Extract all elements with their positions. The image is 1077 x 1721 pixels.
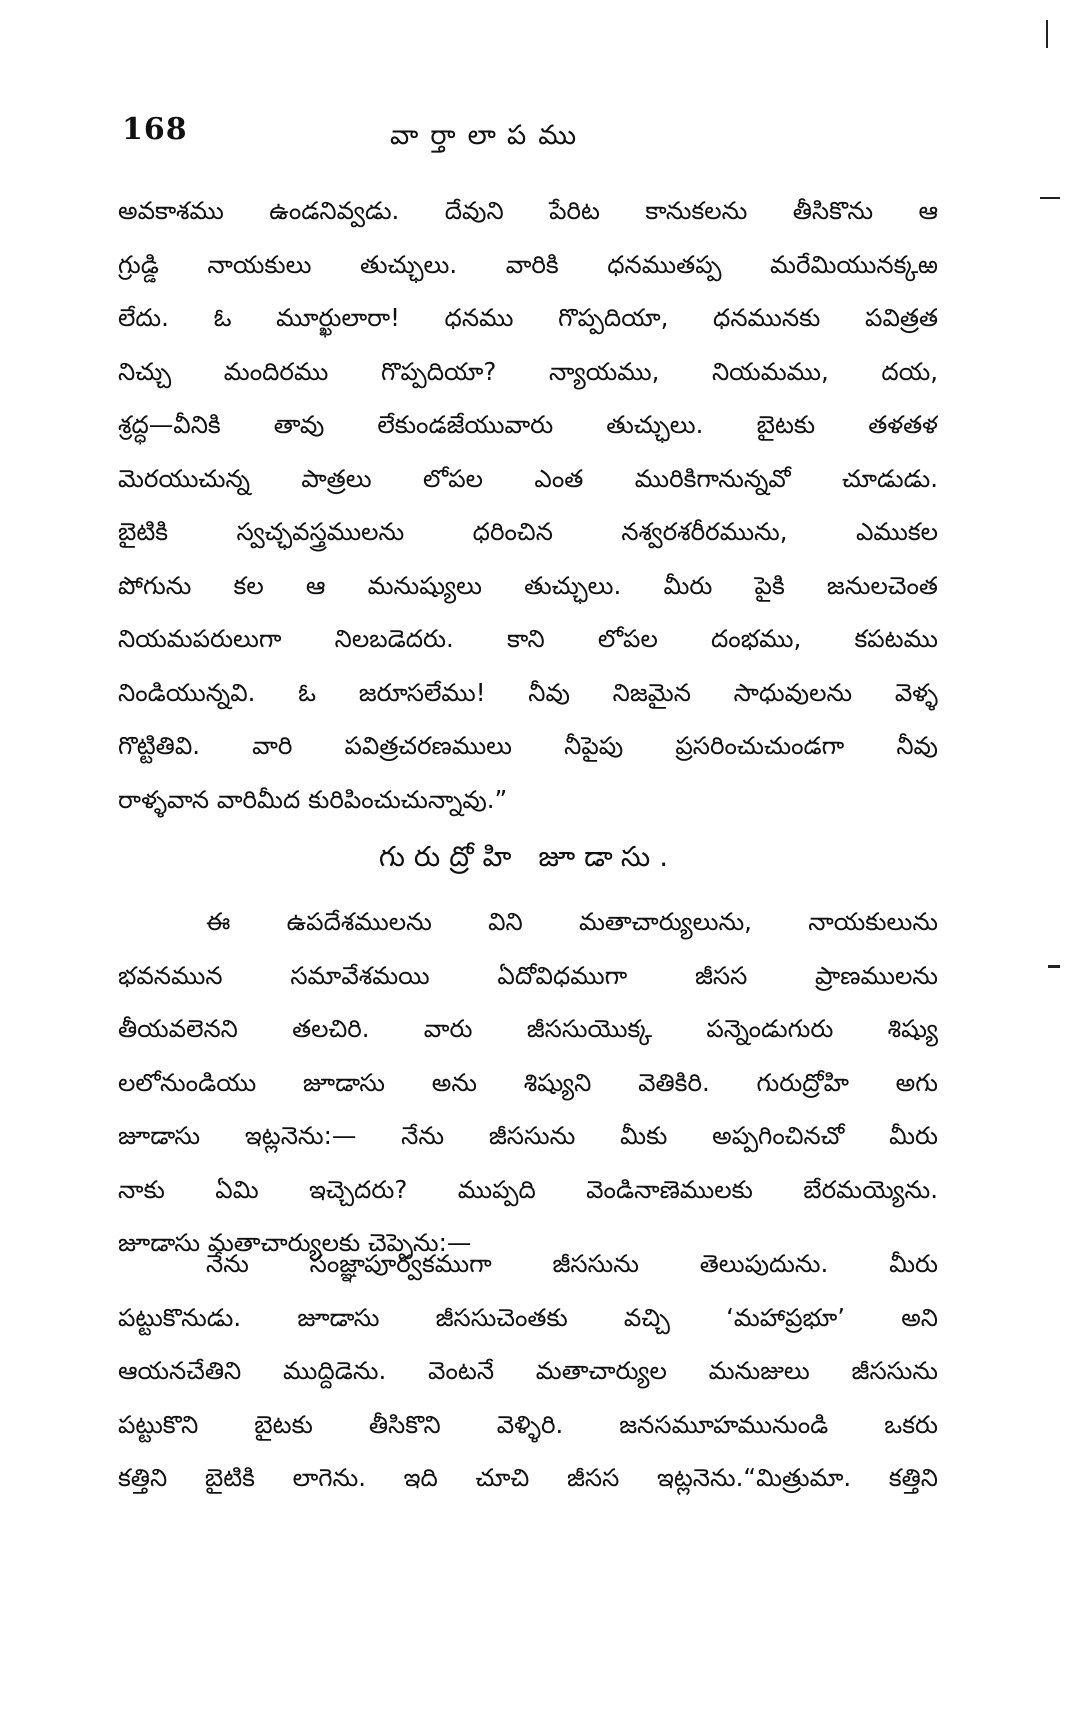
page-header bbox=[122, 112, 942, 162]
section-heading: గురుద్రోహి జూడాసు. bbox=[378, 840, 678, 873]
scan-edge-mark bbox=[1046, 20, 1048, 48]
text-line: బైటికి స్వచ్ఛవస్త్రములను ధరించిన నశ్వరశరీరమును, ఎముకల bbox=[118, 517, 938, 546]
text-line: పట్టుకొని బైటకు తీసికొని వెళ్ళిరి. జనసమూహమునుండి ఒకరు bbox=[118, 1409, 938, 1439]
text-line: శ్రద్ధ—వీనికి తావు లేకుండజేయువారు తుచ్ఛులు. బైటకు తళతళ bbox=[118, 410, 938, 439]
paragraph-1 bbox=[118, 184, 938, 826]
text-line: లేదు. ఓ మూర్ఖులారా! ధనము గొప్పదియా, ధనమునకు పవిత్రత bbox=[118, 303, 938, 332]
text-line: రాళ్ళవాన వారిమీద కురిపించుచున్నావు.” bbox=[118, 784, 508, 814]
text-line: జూడాసు మతాచార్యులకు చెప్పెను:— bbox=[118, 1228, 472, 1257]
page-number: 168 bbox=[122, 112, 188, 147]
scan-margin-mark bbox=[1048, 965, 1060, 968]
text-line: భవనమున సమావేశమయి ఏదోవిధముగా జీసస ప్రాణములను bbox=[118, 960, 938, 990]
text-line: నిండియున్నవి. ఓ జరూసలేము! నీవు నిజమైన సాధువులను వెళ్ళ bbox=[118, 677, 938, 707]
text-line: ఈ ఉపదేశములను విని మతాచార్యులును, నాయకులును bbox=[206, 907, 938, 936]
text-line: పోగును కల ఆ మనుష్యులు తుచ్ఛులు. మీరు పైకి జనులచెంత bbox=[118, 570, 938, 600]
text-line: గ్రుడ్డి నాయకులు తుచ్ఛులు. వారికి ధనముతప్ప మరేమియునక్కఱ bbox=[118, 249, 938, 279]
text-line: ఆయనచేతిని ముద్దిడెను. వెంటనే మతాచార్యుల మనుజులు జీససును bbox=[118, 1356, 938, 1385]
text-line: నేను సంజ్ఞాపూర్వకముగా జీససును తెలుపుదును. మీరు bbox=[206, 1249, 938, 1278]
running-head: వార్తాలాపము bbox=[390, 120, 589, 151]
paragraph-3 bbox=[118, 1237, 938, 1505]
scan-margin-mark bbox=[1040, 197, 1060, 199]
text-line: లలోనుండియు జూడాసు అను శిష్యుని వెతికిరి. గురుద్రోహి అగు bbox=[118, 1067, 938, 1097]
paragraph-2 bbox=[118, 895, 938, 1270]
text-line: నియమపరులుగా నిలబడెదరు. కాని లోపల దంభము, కపటము bbox=[118, 624, 938, 653]
text-line: మెరయుచున్న పాత్రలు లోపల ఎంత మురికిగానున్నవో చూడుడు. bbox=[118, 463, 938, 493]
text-line: కత్తిని బైటికి లాగెను. ఇది చూచి జీసస ఇట్లనెను.“మిత్రుమా. కత్తిని bbox=[118, 1463, 938, 1492]
text-line: తీయవలెనని తలచిరి. వారు జీససుయొక్క పన్నెండుగురు శిష్యు bbox=[118, 1014, 938, 1043]
text-line: గొట్టితివి. వారి పవిత్రచరణములు నీపైపు ప్రసరించుచుండగా నీవు bbox=[118, 731, 938, 760]
text-line: పట్టుకొనుడు. జూడాసు జీససుచెంతకు వచ్చి ‘మహాప్రభూ’ అని bbox=[118, 1302, 938, 1332]
text-line: నిచ్చు మందిరము గొప్పదియా? న్యాయము, నియమము, దయ, bbox=[118, 356, 938, 386]
text-line: జూడాసు ఇట్లనెను:— నేను జీససును మీకు అప్పగించినచో మీరు bbox=[118, 1121, 938, 1150]
text-line: అవకాశము ఉండనివ్వడు. దేవుని పేరిట కానుకలను తీసికొను ఆ bbox=[118, 196, 938, 225]
text-line: నాకు ఏమి ఇచ్చెదరు? ముప్పది వెండినాణెములకు బేరమయ్యెను. bbox=[118, 1174, 938, 1204]
